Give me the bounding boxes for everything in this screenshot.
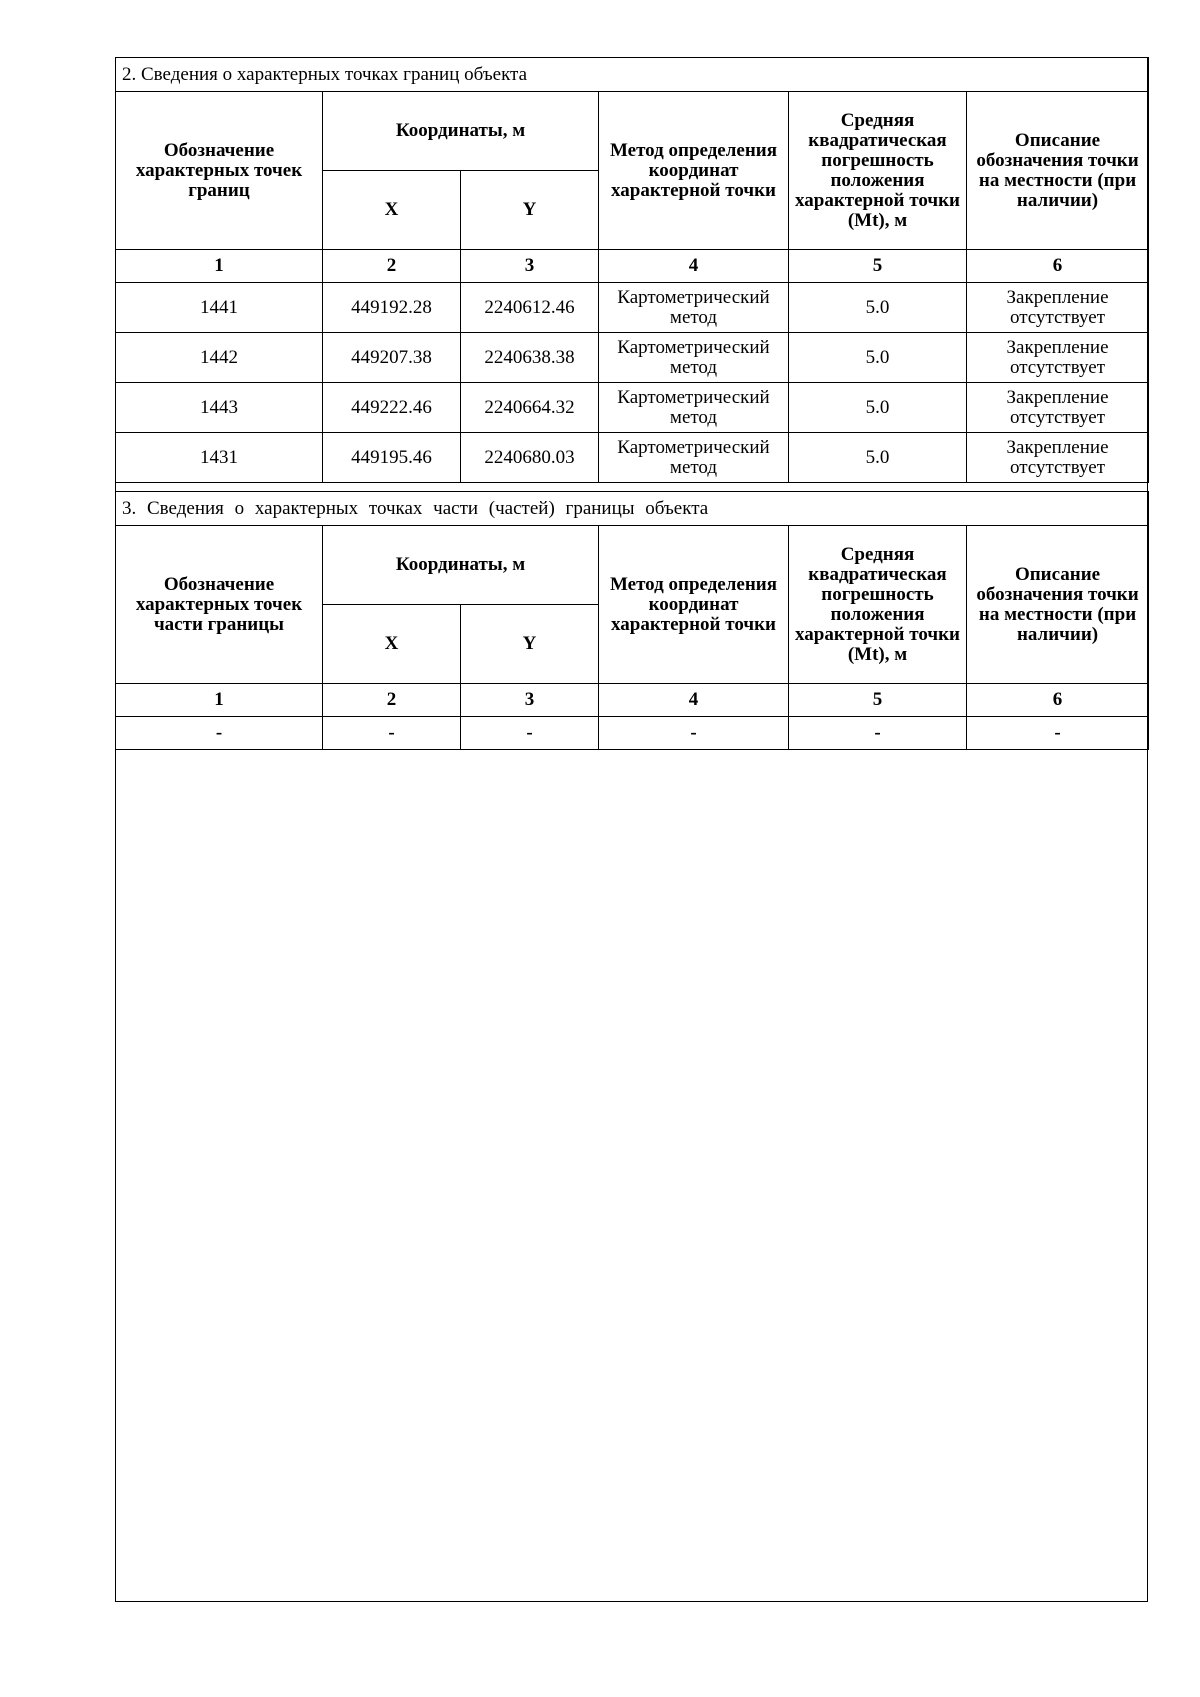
coord-y: 2240680.03	[461, 433, 599, 483]
empty-cell: -	[461, 717, 599, 750]
point-id: 1441	[116, 283, 323, 333]
column-number: 6	[967, 250, 1149, 283]
method: Картометрический метод	[599, 283, 789, 333]
table-row	[116, 717, 1149, 750]
header-x: X	[323, 605, 461, 684]
header-error: Средняя квадратическая погрешность положения характерной точки (Mt), м	[789, 92, 967, 250]
coord-x: 449195.46	[323, 433, 461, 483]
column-number-row	[116, 250, 1149, 283]
table-row	[116, 433, 1149, 483]
point-id: 1442	[116, 333, 323, 383]
header-description: Описание обозначения точки на местности (при наличии)	[967, 526, 1149, 684]
point-id: 1443	[116, 383, 323, 433]
point-id: 1431	[116, 433, 323, 483]
method: Картометрический метод	[599, 433, 789, 483]
empty-cell: -	[967, 717, 1149, 750]
column-number: 6	[967, 684, 1149, 717]
error-value: 5.0	[789, 283, 967, 333]
column-number: 2	[323, 250, 461, 283]
boundary-points-table	[115, 57, 1149, 483]
column-number: 3	[461, 250, 599, 283]
column-number: 4	[599, 250, 789, 283]
coord-x: 449192.28	[323, 283, 461, 333]
coord-x: 449222.46	[323, 383, 461, 433]
header-description: Описание обозначения точки на местности (при наличии)	[967, 92, 1149, 250]
empty-cell: -	[323, 717, 461, 750]
empty-cell: -	[789, 717, 967, 750]
method: Картометрический метод	[599, 333, 789, 383]
coord-y: 2240638.38	[461, 333, 599, 383]
error-value: 5.0	[789, 333, 967, 383]
section-3-title: 3. Сведения о характерных точках части (частей) границы объекта	[116, 492, 1149, 526]
column-number: 4	[599, 684, 789, 717]
header-designation: Обозначение характерных точек части границы	[116, 526, 323, 684]
table-row	[116, 383, 1149, 433]
header-y: Y	[461, 605, 599, 684]
header-coordinates: Координаты, м	[323, 92, 599, 171]
table-row	[116, 283, 1149, 333]
column-number: 2	[323, 684, 461, 717]
header-designation: Обозначение характерных точек границ	[116, 92, 323, 250]
section-2-title: 2. Сведения о характерных точках границ объекта	[116, 58, 1149, 92]
column-number: 1	[116, 250, 323, 283]
column-number-row	[116, 684, 1149, 717]
point-description: Закрепление отсутствует	[967, 283, 1149, 333]
part-boundary-points-table	[115, 491, 1149, 750]
error-value: 5.0	[789, 433, 967, 483]
method: Картометрический метод	[599, 383, 789, 433]
header-error: Средняя квадратическая погрешность положения характерной точки (Mt), м	[789, 526, 967, 684]
point-description: Закрепление отсутствует	[967, 433, 1149, 483]
column-number: 1	[116, 684, 323, 717]
empty-cell: -	[116, 717, 323, 750]
point-description: Закрепление отсутствует	[967, 333, 1149, 383]
header-coordinates: Координаты, м	[323, 526, 599, 605]
error-value: 5.0	[789, 383, 967, 433]
coord-y: 2240612.46	[461, 283, 599, 333]
coord-x: 449207.38	[323, 333, 461, 383]
header-y: Y	[461, 171, 599, 250]
column-number: 5	[789, 250, 967, 283]
empty-cell: -	[599, 717, 789, 750]
column-number: 5	[789, 684, 967, 717]
header-method: Метод определения координат характерной точки	[599, 526, 789, 684]
table-row	[116, 333, 1149, 383]
column-number: 3	[461, 684, 599, 717]
point-description: Закрепление отсутствует	[967, 383, 1149, 433]
header-method: Метод определения координат характерной точки	[599, 92, 789, 250]
header-x: X	[323, 171, 461, 250]
coord-y: 2240664.32	[461, 383, 599, 433]
